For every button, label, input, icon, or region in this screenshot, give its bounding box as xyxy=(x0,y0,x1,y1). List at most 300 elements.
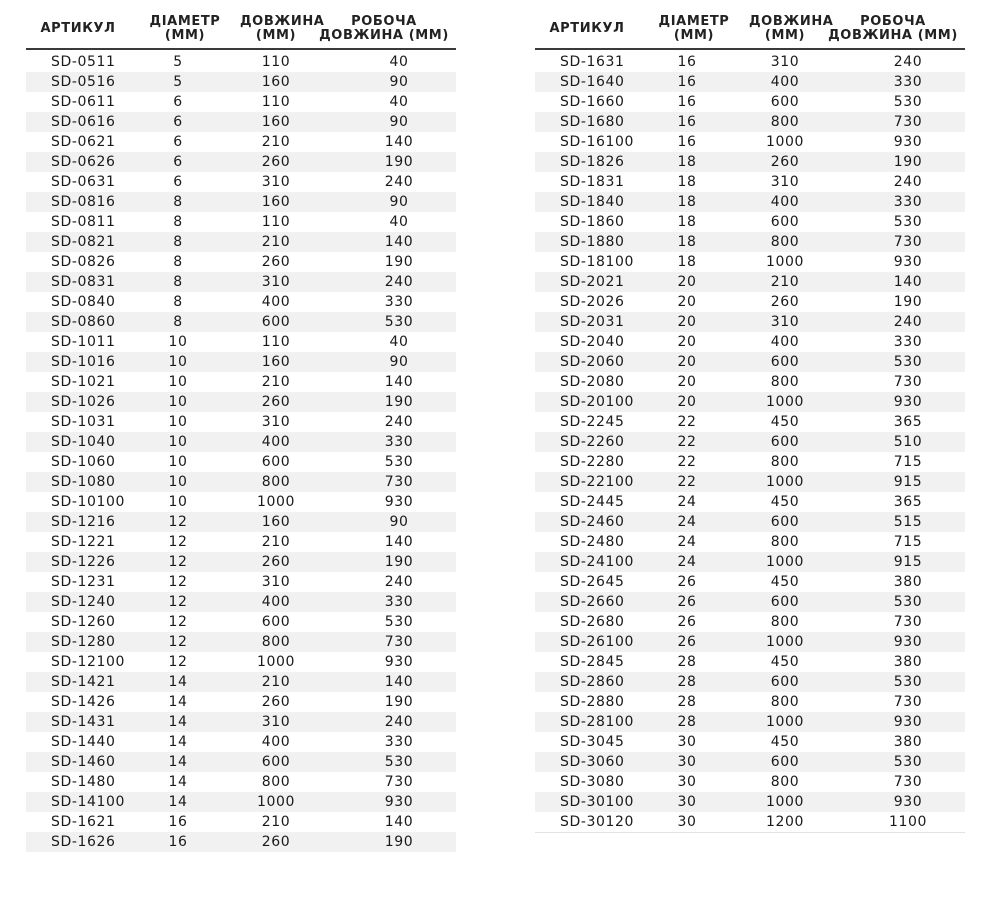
cell-diameter: 18 xyxy=(677,154,697,170)
cell-diameter: 12 xyxy=(168,594,188,610)
cell-article: SD-1421 xyxy=(51,674,116,690)
cell-length: 450 xyxy=(770,494,800,510)
table-row xyxy=(26,72,456,92)
cell-diameter: 18 xyxy=(677,174,697,190)
cell-length: 1000 xyxy=(765,134,805,150)
table-row xyxy=(26,692,456,712)
cell-length: 600 xyxy=(770,94,800,110)
table-row xyxy=(535,192,965,212)
cell-diameter: 8 xyxy=(173,194,183,210)
cell-diameter: 8 xyxy=(173,214,183,230)
cell-length: 600 xyxy=(770,214,800,230)
cell-working-length: 240 xyxy=(384,574,414,590)
cell-length: 450 xyxy=(770,734,800,750)
cell-diameter: 22 xyxy=(677,474,697,490)
cell-diameter: 12 xyxy=(168,534,188,550)
table-header xyxy=(26,10,456,50)
table-row xyxy=(26,552,456,572)
cell-working-length: 240 xyxy=(893,54,923,70)
cell-working-length: 730 xyxy=(893,234,923,250)
cell-working-length: 930 xyxy=(893,634,923,650)
cell-working-length: 240 xyxy=(384,274,414,290)
cell-article: SD-14100 xyxy=(51,794,126,810)
cell-diameter: 20 xyxy=(677,354,697,370)
cell-article: SD-1231 xyxy=(51,574,116,590)
cell-length: 1000 xyxy=(765,474,805,490)
cell-length: 310 xyxy=(770,174,800,190)
cell-diameter: 10 xyxy=(168,414,188,430)
cell-diameter: 22 xyxy=(677,434,697,450)
cell-article: SD-1631 xyxy=(560,54,625,70)
cell-working-length: 240 xyxy=(893,314,923,330)
cell-length: 600 xyxy=(770,674,800,690)
table-row xyxy=(535,312,965,332)
cell-working-length: 1100 xyxy=(888,814,928,830)
cell-article: SD-1831 xyxy=(560,174,625,190)
cell-working-length: 140 xyxy=(384,374,414,390)
cell-working-length: 530 xyxy=(384,614,414,630)
cell-article: SD-0821 xyxy=(51,234,116,250)
cell-diameter: 22 xyxy=(677,454,697,470)
cell-article: SD-2860 xyxy=(560,674,625,690)
cell-article: SD-30120 xyxy=(560,814,635,830)
cell-diameter: 10 xyxy=(168,354,188,370)
cell-length: 600 xyxy=(770,594,800,610)
cell-article: SD-0816 xyxy=(51,194,116,210)
cell-length: 210 xyxy=(261,234,291,250)
table-row xyxy=(535,652,965,672)
cell-diameter: 6 xyxy=(173,114,183,130)
table-row xyxy=(26,572,456,592)
table-row xyxy=(26,332,456,352)
cell-length: 1000 xyxy=(256,494,296,510)
cell-working-length: 730 xyxy=(893,694,923,710)
table-row xyxy=(26,612,456,632)
cell-length: 160 xyxy=(261,514,291,530)
cell-length: 800 xyxy=(261,774,291,790)
cell-article: SD-2026 xyxy=(560,294,625,310)
table-row xyxy=(535,672,965,692)
header-article: АРТИКУЛ xyxy=(40,21,116,36)
table-body xyxy=(26,50,456,852)
cell-working-length: 930 xyxy=(893,134,923,150)
cell-length: 110 xyxy=(261,334,291,350)
table-row xyxy=(535,552,965,572)
cell-working-length: 380 xyxy=(893,654,923,670)
cell-article: SD-2480 xyxy=(560,534,625,550)
cell-length: 310 xyxy=(261,714,291,730)
table-row xyxy=(26,792,456,812)
cell-working-length: 190 xyxy=(384,694,414,710)
cell-article: SD-1040 xyxy=(51,434,116,450)
cell-working-length: 240 xyxy=(384,714,414,730)
cell-length: 210 xyxy=(261,374,291,390)
cell-length: 260 xyxy=(261,154,291,170)
table-row xyxy=(535,432,965,452)
cell-working-length: 530 xyxy=(384,754,414,770)
cell-diameter: 30 xyxy=(677,774,697,790)
cell-length: 160 xyxy=(261,114,291,130)
table-row xyxy=(26,352,456,372)
cell-working-length: 365 xyxy=(893,494,923,510)
cell-working-length: 730 xyxy=(384,634,414,650)
cell-article: SD-1011 xyxy=(51,334,116,350)
cell-working-length: 90 xyxy=(389,354,409,370)
cell-article: SD-2060 xyxy=(560,354,625,370)
cell-length: 310 xyxy=(261,174,291,190)
table-row xyxy=(535,172,965,192)
cell-article: SD-2021 xyxy=(560,274,625,290)
table-row xyxy=(26,152,456,172)
cell-length: 600 xyxy=(770,754,800,770)
cell-article: SD-1621 xyxy=(51,814,116,830)
cell-diameter: 14 xyxy=(168,674,188,690)
cell-diameter: 16 xyxy=(168,814,188,830)
table-row xyxy=(26,312,456,332)
cell-length: 1000 xyxy=(765,254,805,270)
cell-article: SD-2280 xyxy=(560,454,625,470)
cell-article: SD-1031 xyxy=(51,414,116,430)
cell-article: SD-1440 xyxy=(51,734,116,750)
cell-article: SD-1216 xyxy=(51,514,116,530)
cell-article: SD-12100 xyxy=(51,654,126,670)
cell-diameter: 14 xyxy=(168,714,188,730)
cell-diameter: 24 xyxy=(677,554,697,570)
cell-diameter: 30 xyxy=(677,734,697,750)
cell-diameter: 6 xyxy=(173,154,183,170)
cell-length: 800 xyxy=(261,474,291,490)
cell-working-length: 930 xyxy=(893,794,923,810)
cell-diameter: 10 xyxy=(168,474,188,490)
cell-diameter: 28 xyxy=(677,714,697,730)
cell-length: 310 xyxy=(770,314,800,330)
cell-working-length: 90 xyxy=(389,114,409,130)
table-row xyxy=(26,672,456,692)
cell-diameter: 10 xyxy=(168,394,188,410)
cell-article: SD-1240 xyxy=(51,594,116,610)
cell-article: SD-0826 xyxy=(51,254,116,270)
cell-length: 1000 xyxy=(256,654,296,670)
cell-working-length: 530 xyxy=(893,594,923,610)
cell-length: 210 xyxy=(261,814,291,830)
cell-diameter: 8 xyxy=(173,254,183,270)
table-row xyxy=(535,132,965,152)
table-row xyxy=(535,112,965,132)
table-row xyxy=(535,712,965,732)
cell-diameter: 20 xyxy=(677,294,697,310)
cell-length: 450 xyxy=(770,414,800,430)
table-row xyxy=(26,372,456,392)
cell-working-length: 915 xyxy=(893,474,923,490)
header-article: АРТИКУЛ xyxy=(549,21,625,36)
cell-article: SD-10100 xyxy=(51,494,126,510)
table-row xyxy=(26,632,456,652)
table-row xyxy=(535,812,965,832)
table-bottom-rule xyxy=(535,832,965,833)
cell-working-length: 330 xyxy=(893,194,923,210)
cell-length: 450 xyxy=(770,574,800,590)
cell-article: SD-1626 xyxy=(51,834,116,850)
cell-length: 310 xyxy=(261,414,291,430)
cell-diameter: 28 xyxy=(677,694,697,710)
cell-diameter: 10 xyxy=(168,494,188,510)
cell-length: 800 xyxy=(770,534,800,550)
spec-table-right xyxy=(535,10,965,833)
cell-working-length: 515 xyxy=(893,514,923,530)
cell-diameter: 12 xyxy=(168,634,188,650)
spec-table-left xyxy=(26,10,456,852)
cell-diameter: 20 xyxy=(677,374,697,390)
cell-article: SD-1640 xyxy=(560,74,625,90)
cell-article: SD-3060 xyxy=(560,754,625,770)
cell-length: 400 xyxy=(770,74,800,90)
cell-diameter: 14 xyxy=(168,754,188,770)
cell-article: SD-28100 xyxy=(560,714,635,730)
cell-length: 600 xyxy=(261,314,291,330)
cell-article: SD-22100 xyxy=(560,474,635,490)
cell-working-length: 90 xyxy=(389,194,409,210)
cell-article: SD-2445 xyxy=(560,494,625,510)
cell-length: 1000 xyxy=(765,714,805,730)
cell-working-length: 90 xyxy=(389,74,409,90)
cell-length: 260 xyxy=(770,294,800,310)
cell-length: 1000 xyxy=(256,794,296,810)
table-row xyxy=(535,252,965,272)
cell-length: 260 xyxy=(261,254,291,270)
cell-length: 310 xyxy=(261,274,291,290)
cell-length: 1000 xyxy=(765,634,805,650)
cell-length: 110 xyxy=(261,214,291,230)
table-row xyxy=(535,52,965,72)
cell-working-length: 140 xyxy=(384,134,414,150)
cell-diameter: 8 xyxy=(173,234,183,250)
table-row xyxy=(535,232,965,252)
cell-article: SD-18100 xyxy=(560,254,635,270)
cell-diameter: 16 xyxy=(677,54,697,70)
cell-diameter: 26 xyxy=(677,614,697,630)
cell-working-length: 40 xyxy=(389,334,409,350)
cell-length: 160 xyxy=(261,194,291,210)
cell-working-length: 530 xyxy=(893,214,923,230)
cell-diameter: 10 xyxy=(168,334,188,350)
cell-diameter: 14 xyxy=(168,694,188,710)
cell-working-length: 190 xyxy=(384,154,414,170)
table-row xyxy=(26,452,456,472)
cell-working-length: 715 xyxy=(893,454,923,470)
cell-diameter: 16 xyxy=(677,94,697,110)
cell-diameter: 26 xyxy=(677,634,697,650)
cell-diameter: 6 xyxy=(173,94,183,110)
table-row xyxy=(26,732,456,752)
table-row xyxy=(535,532,965,552)
cell-article: SD-0860 xyxy=(51,314,116,330)
cell-article: SD-1021 xyxy=(51,374,116,390)
cell-length: 400 xyxy=(770,194,800,210)
cell-length: 110 xyxy=(261,54,291,70)
cell-article: SD-2660 xyxy=(560,594,625,610)
table-row xyxy=(535,752,965,772)
table-row xyxy=(535,472,965,492)
table-row xyxy=(535,612,965,632)
cell-article: SD-1060 xyxy=(51,454,116,470)
cell-length: 310 xyxy=(770,54,800,70)
cell-working-length: 330 xyxy=(384,734,414,750)
cell-length: 260 xyxy=(770,154,800,170)
cell-length: 400 xyxy=(261,594,291,610)
cell-diameter: 10 xyxy=(168,434,188,450)
cell-diameter: 16 xyxy=(168,834,188,850)
cell-length: 800 xyxy=(770,694,800,710)
cell-diameter: 28 xyxy=(677,654,697,670)
cell-diameter: 24 xyxy=(677,534,697,550)
cell-working-length: 330 xyxy=(384,434,414,450)
table-row xyxy=(535,492,965,512)
cell-length: 160 xyxy=(261,354,291,370)
cell-article: SD-0611 xyxy=(51,94,116,110)
cell-diameter: 14 xyxy=(168,774,188,790)
cell-length: 210 xyxy=(261,534,291,550)
table-row xyxy=(26,212,456,232)
table-row xyxy=(535,212,965,232)
cell-length: 260 xyxy=(261,554,291,570)
cell-diameter: 20 xyxy=(677,334,697,350)
cell-article: SD-1860 xyxy=(560,214,625,230)
cell-working-length: 930 xyxy=(384,654,414,670)
table-row xyxy=(26,392,456,412)
cell-diameter: 8 xyxy=(173,294,183,310)
table-row xyxy=(26,232,456,252)
cell-article: SD-2880 xyxy=(560,694,625,710)
table-row xyxy=(26,532,456,552)
cell-article: SD-1280 xyxy=(51,634,116,650)
table-row xyxy=(26,292,456,312)
cell-diameter: 5 xyxy=(173,54,183,70)
cell-working-length: 715 xyxy=(893,534,923,550)
cell-length: 260 xyxy=(261,694,291,710)
cell-article: SD-1016 xyxy=(51,354,116,370)
cell-diameter: 12 xyxy=(168,574,188,590)
cell-diameter: 16 xyxy=(677,74,697,90)
cell-article: SD-24100 xyxy=(560,554,635,570)
cell-working-length: 140 xyxy=(384,234,414,250)
cell-diameter: 14 xyxy=(168,734,188,750)
cell-article: SD-1026 xyxy=(51,394,116,410)
cell-diameter: 26 xyxy=(677,574,697,590)
cell-article: SD-2245 xyxy=(560,414,625,430)
cell-working-length: 140 xyxy=(384,814,414,830)
cell-working-length: 510 xyxy=(893,434,923,450)
cell-article: SD-2260 xyxy=(560,434,625,450)
cell-length: 210 xyxy=(770,274,800,290)
cell-article: SD-2460 xyxy=(560,514,625,530)
cell-article: SD-2645 xyxy=(560,574,625,590)
cell-working-length: 530 xyxy=(893,94,923,110)
cell-working-length: 730 xyxy=(893,614,923,630)
table-row xyxy=(535,372,965,392)
cell-article: SD-1480 xyxy=(51,774,116,790)
cell-article: SD-1221 xyxy=(51,534,116,550)
table-row xyxy=(535,592,965,612)
cell-working-length: 915 xyxy=(893,554,923,570)
cell-length: 800 xyxy=(770,454,800,470)
cell-diameter: 16 xyxy=(677,134,697,150)
cell-working-length: 240 xyxy=(384,414,414,430)
table-row xyxy=(26,752,456,772)
table-row xyxy=(26,112,456,132)
table-row xyxy=(535,332,965,352)
cell-working-length: 190 xyxy=(893,294,923,310)
cell-article: SD-1880 xyxy=(560,234,625,250)
cell-working-length: 365 xyxy=(893,414,923,430)
header-diameter: ДІАМЕТР (ММ) xyxy=(658,14,730,43)
cell-diameter: 12 xyxy=(168,614,188,630)
cell-diameter: 24 xyxy=(677,514,697,530)
table-row xyxy=(535,572,965,592)
cell-diameter: 10 xyxy=(168,454,188,470)
table-row xyxy=(26,172,456,192)
header-working-length: РОБОЧА ДОВЖИНА (ММ) xyxy=(319,14,449,43)
table-row xyxy=(26,472,456,492)
cell-diameter: 30 xyxy=(677,794,697,810)
cell-article: SD-0631 xyxy=(51,174,116,190)
table-row xyxy=(26,512,456,532)
cell-diameter: 8 xyxy=(173,314,183,330)
cell-length: 400 xyxy=(770,334,800,350)
cell-working-length: 380 xyxy=(893,734,923,750)
cell-working-length: 930 xyxy=(384,794,414,810)
cell-working-length: 190 xyxy=(893,154,923,170)
cell-article: SD-0831 xyxy=(51,274,116,290)
cell-working-length: 530 xyxy=(384,314,414,330)
table-row xyxy=(535,792,965,812)
table-row xyxy=(535,292,965,312)
cell-working-length: 40 xyxy=(389,54,409,70)
cell-article: SD-2040 xyxy=(560,334,625,350)
cell-diameter: 20 xyxy=(677,314,697,330)
table-row xyxy=(26,412,456,432)
cell-working-length: 140 xyxy=(893,274,923,290)
cell-article: SD-1260 xyxy=(51,614,116,630)
cell-working-length: 240 xyxy=(893,174,923,190)
cell-article: SD-0616 xyxy=(51,114,116,130)
table-row xyxy=(535,152,965,172)
header-length: ДОВЖИНА (ММ) xyxy=(749,14,834,43)
cell-diameter: 12 xyxy=(168,654,188,670)
cell-working-length: 140 xyxy=(384,534,414,550)
cell-working-length: 730 xyxy=(893,774,923,790)
table-row xyxy=(535,512,965,532)
cell-length: 210 xyxy=(261,674,291,690)
cell-article: SD-1840 xyxy=(560,194,625,210)
cell-length: 400 xyxy=(261,734,291,750)
table-row xyxy=(535,92,965,112)
cell-working-length: 930 xyxy=(893,254,923,270)
cell-article: SD-0621 xyxy=(51,134,116,150)
cell-article: SD-2080 xyxy=(560,374,625,390)
table-row xyxy=(26,832,456,852)
cell-article: SD-0811 xyxy=(51,214,116,230)
cell-length: 600 xyxy=(770,514,800,530)
cell-length: 260 xyxy=(261,834,291,850)
cell-length: 400 xyxy=(261,434,291,450)
cell-diameter: 5 xyxy=(173,74,183,90)
table-row xyxy=(535,452,965,472)
cell-length: 400 xyxy=(261,294,291,310)
cell-article: SD-1080 xyxy=(51,474,116,490)
cell-article: SD-20100 xyxy=(560,394,635,410)
cell-length: 600 xyxy=(261,454,291,470)
table-row xyxy=(26,52,456,72)
